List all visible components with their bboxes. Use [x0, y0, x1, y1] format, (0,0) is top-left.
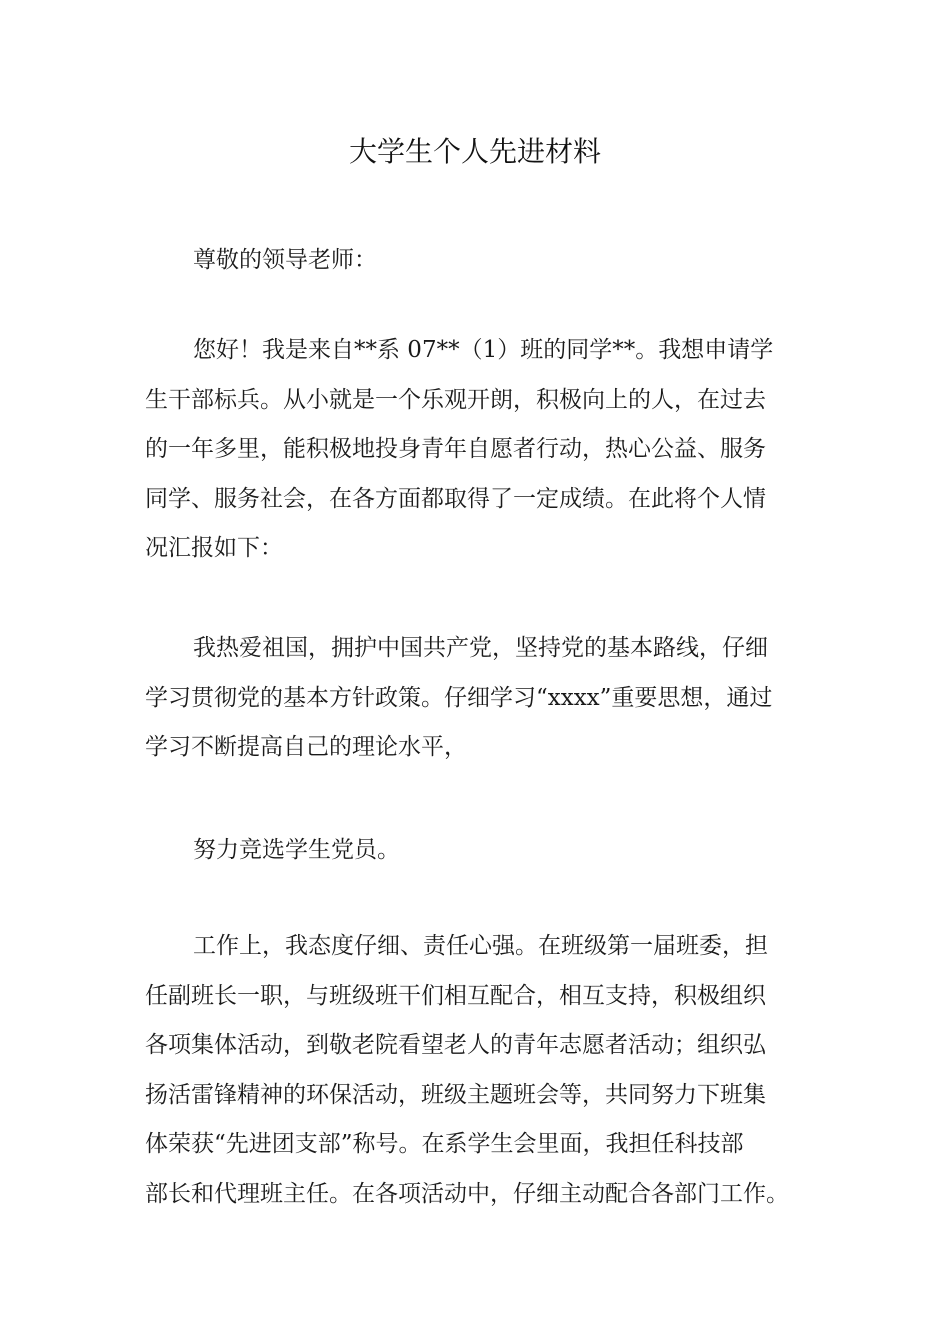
salutation-text: 尊敬的领导老师：	[193, 247, 377, 273]
paragraph-line: 我热爱祖国，拥护中国共产党，坚持党的基本路线，仔细	[193, 635, 768, 661]
paragraph-line: 的一年多里，能积极地投身青年自愿者行动，热心公益、服务	[145, 436, 766, 462]
paragraph-line: 体荣获“先进团支部”称号。在系学生会里面，我担任科技部	[145, 1131, 744, 1157]
paragraph-line: 学习不断提高自己的理论水平，	[145, 734, 467, 760]
paragraph-line: 同学、服务社会，在各方面都取得了一定成绩。在此将个人情	[145, 485, 766, 512]
paragraph-line: 各项集体活动，到敬老院看望老人的青年志愿者活动；组织弘	[145, 1032, 766, 1058]
paragraph-2	[145, 624, 835, 773]
document-title: 大学生个人先进材料	[348, 135, 601, 168]
paragraph-line: 扬活雷锋精神的环保活动，班级主题班会等，共同努力下班集	[145, 1081, 766, 1108]
paragraph-4	[145, 922, 835, 1219]
paragraph-line: 学习贯彻党的基本方针政策。仔细学习“xxxx”重要思想，通过	[145, 684, 773, 711]
paragraph-line: 任副班长一职，与班级班干们相互配合，相互支持，积极组织	[145, 982, 766, 1009]
paragraph-line: 您好！我是来自**系 07**（1）班的同学**。我想申请学	[193, 337, 774, 363]
paragraph-line: 努力竞选学生党员。	[193, 837, 400, 863]
paragraph-1	[145, 326, 835, 574]
paragraph-line: 工作上，我态度仔细、责任心强。在班级第一届班委，担	[193, 933, 768, 959]
paragraph-line: 部长和代理班主任。在各项活动中，仔细主动配合各部门工作。	[145, 1180, 789, 1207]
paragraph-3	[145, 826, 835, 876]
paragraph-line: 况汇报如下：	[145, 535, 283, 561]
paragraph-line: 生干部标兵。从小就是一个乐观开朗，积极向上的人，在过去	[145, 386, 766, 413]
salutation	[145, 236, 835, 286]
